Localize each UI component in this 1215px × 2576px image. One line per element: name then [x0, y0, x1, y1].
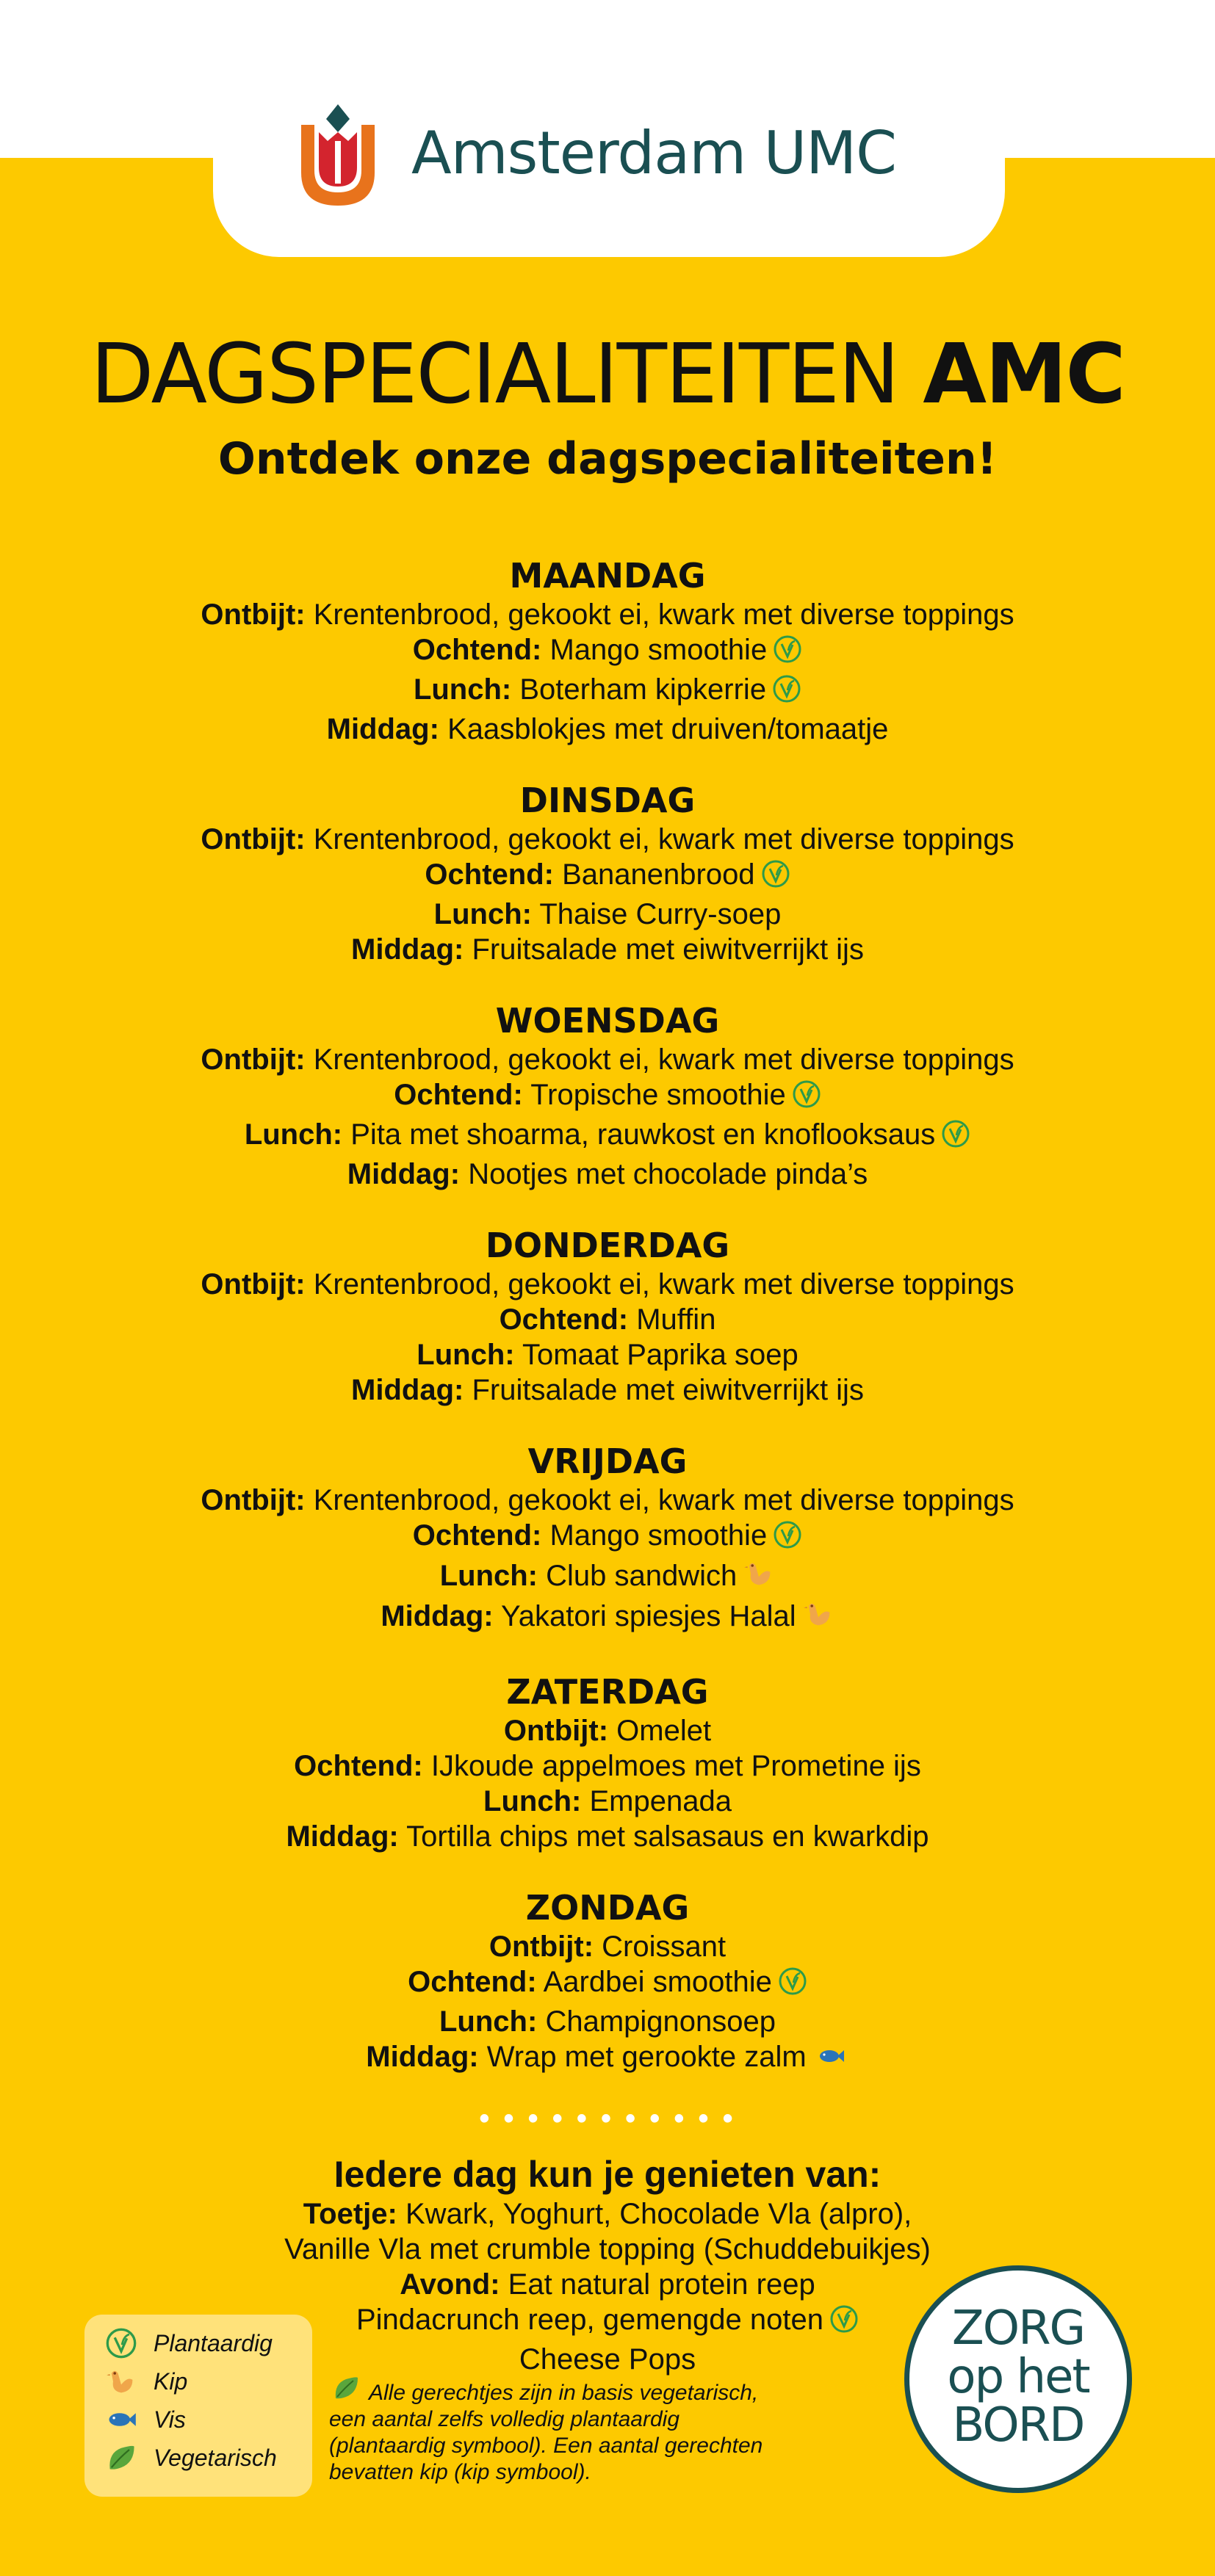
toetje-line: Toetje: Kwark, Yoghurt, Chocolade Vla (alpro), — [303, 2198, 912, 2230]
day-heading: ZONDAG — [525, 1888, 690, 1928]
plant-icon — [778, 1967, 807, 2004]
meal-text: Pita met shoarma, rauwkost en knoflooksaus — [350, 1118, 936, 1151]
meal-text: Omelet — [616, 1715, 712, 1747]
meal-text: Yakatori spiesjes Halal — [501, 1600, 796, 1632]
days-container — [0, 554, 1215, 2079]
leaf-icon — [329, 2373, 363, 2403]
legend-label: Vis — [154, 2406, 186, 2433]
meal-text: Krentenbrood, gekookt ei, kwark met diverse toppings — [313, 1268, 1014, 1300]
meal-label: Lunch: — [433, 898, 532, 930]
meal-text: Champignonsoep — [545, 2005, 776, 2038]
meal-line — [0, 1964, 1215, 2004]
meal-label: Lunch: — [439, 2005, 538, 2038]
meal-text: Kaasblokjes met druiven/tomaatje — [447, 713, 889, 745]
meal-label: Middag: — [347, 1158, 461, 1190]
day-heading: DINSDAG — [519, 781, 696, 820]
meal-label: Ontbijt: — [201, 1268, 306, 1300]
meal-text: Fruitsalade met eiwitverrijkt ijs — [472, 933, 864, 966]
meal-text: Krentenbrood, gekookt ei, kwark met diverse toppings — [313, 1043, 1014, 1076]
meal-line — [0, 1267, 1215, 1302]
meal-text: Boterham kipkerrie — [519, 673, 767, 706]
day-zaterdag — [0, 1671, 1215, 1854]
meal-line — [0, 597, 1215, 632]
meal-text: Tomaat Paprika soep — [522, 1339, 798, 1371]
note-line-1: Alle gerechtjes zijn in basis vegetarisch, — [329, 2373, 843, 2406]
day-heading: MAANDAG — [509, 556, 706, 596]
meal-text: Club sandwich — [546, 1560, 738, 1592]
meal-line — [0, 932, 1215, 967]
meal-label: Lunch: — [483, 1785, 582, 1817]
meal-label: Lunch: — [417, 1339, 515, 1371]
meal-label: Ontbijt: — [201, 823, 306, 855]
badge-line-1: ZORG — [951, 2301, 1085, 2356]
day-dinsdag — [0, 779, 1215, 967]
note-line-3: (plantaardig symbool). Een aantal gerechten — [329, 2434, 763, 2458]
meal-line — [0, 1598, 1215, 1638]
day-vrijdag — [0, 1440, 1215, 1638]
chicken-icon — [802, 1598, 834, 1638]
plant-icon — [105, 2327, 137, 2359]
day-woensdag — [0, 999, 1215, 1192]
menu-list — [0, 554, 1215, 2377]
legend-item-chicken — [105, 2363, 187, 2400]
meal-text: Nootjes met chocolade pinda’s — [468, 1158, 868, 1190]
note-line-2: een aantal zelfs volledig plantaardig — [329, 2407, 679, 2431]
meal-line — [0, 1077, 1215, 1117]
meal-label: Middag: — [351, 1374, 464, 1406]
leaf-icon — [105, 2442, 137, 2474]
meal-text: Thaise Curry-soep — [539, 898, 782, 930]
meal-text: Krentenbrood, gekookt ei, kwark met diverse toppings — [313, 598, 1014, 631]
toetje-line-2: Vanille Vla met crumble topping (Schuddebuikjes) — [284, 2233, 931, 2265]
plant-icon — [792, 1079, 821, 1117]
meal-label: Ontbijt: — [201, 1484, 306, 1516]
meal-line — [0, 822, 1215, 857]
meal-label: Ontbijt: — [488, 1931, 594, 1963]
meal-text: Tropische smoothie — [530, 1079, 786, 1111]
day-heading: WOENSDAG — [495, 1001, 720, 1041]
meal-line — [0, 1117, 1215, 1157]
meal-label: Middag: — [381, 1600, 494, 1632]
zorg-op-het-bord-badge — [904, 2265, 1132, 2493]
meal-text: Muffin — [636, 1303, 716, 1336]
meal-line — [0, 857, 1215, 897]
meal-text: Fruitsalade met eiwitverrijkt ijs — [472, 1374, 864, 1406]
day-heading: VRIJDAG — [527, 1441, 688, 1481]
meal-line — [0, 1372, 1215, 1408]
meal-text: Mango smoothie — [549, 1519, 768, 1552]
chicken-icon — [743, 1557, 775, 1598]
snack-line: Pindacrunch reep, gemengde noten — [0, 2302, 1215, 2342]
day-zondag — [0, 1886, 1215, 2079]
every-day-heading: Iedere dag kun je genieten van: — [334, 2154, 881, 2195]
meal-line — [0, 1819, 1215, 1854]
plant-icon — [761, 859, 790, 897]
meal-line — [0, 1337, 1215, 1372]
plant-icon — [773, 1520, 802, 1557]
badge-line-2: op het — [947, 2350, 1089, 2404]
meal-label: Ochtend: — [499, 1303, 629, 1336]
cheese-pops-line: Cheese Pops — [519, 2343, 696, 2376]
meal-label: Middag: — [351, 933, 464, 966]
meal-text: Croissant — [602, 1931, 727, 1963]
plant-icon — [829, 2304, 859, 2342]
legend-label: Vegetarisch — [154, 2444, 277, 2471]
meal-label: Ochtend: — [425, 858, 554, 891]
meal-line — [0, 1557, 1215, 1598]
meal-line — [0, 632, 1215, 672]
legend-item-plant — [105, 2325, 273, 2362]
meal-line — [0, 1483, 1215, 1518]
day-maandag — [0, 554, 1215, 747]
divider-dots: • • • • • • • • • • • — [479, 2102, 736, 2135]
day-heading: ZATERDAG — [506, 1672, 709, 1712]
avond-line: Avond: Eat natural protein reep — [400, 2268, 815, 2301]
meal-line — [0, 712, 1215, 747]
meal-text: Aardbei smoothie — [543, 1966, 772, 1998]
plant-icon — [941, 1119, 970, 1157]
meal-label: Ochtend: — [408, 1966, 537, 1998]
note-line-4: bevatten kip (kip symbool). — [329, 2460, 591, 2484]
meal-text: Mango smoothie — [549, 634, 768, 666]
day-donderdag — [0, 1224, 1215, 1408]
meal-label: Ontbijt: — [201, 1043, 306, 1076]
meal-text: Empenada — [589, 1785, 732, 1817]
meal-line — [0, 1157, 1215, 1192]
meal-label: Middag: — [366, 2041, 479, 2073]
plant-icon — [772, 674, 801, 712]
meal-line — [0, 1929, 1215, 1964]
meal-line — [0, 1518, 1215, 1557]
meal-label: Ochtend: — [412, 634, 542, 666]
brand-name: Amsterdam UMC — [411, 119, 897, 187]
meal-label: Lunch: — [413, 673, 512, 706]
page-subtitle: Ontdek onze dagspecialiteiten! — [217, 433, 998, 485]
legend-item-vegetarian — [105, 2439, 277, 2476]
meal-text: Tortilla chips met salsasaus en kwarkdip — [406, 1820, 929, 1853]
meal-label: Middag: — [326, 713, 439, 745]
meal-line — [0, 897, 1215, 932]
tulip-logo-icon — [294, 103, 382, 209]
meal-line — [0, 1748, 1215, 1784]
meal-line — [0, 2004, 1215, 2039]
meal-label: Ochtend: — [394, 1079, 523, 1111]
meal-label: Lunch: — [244, 1118, 343, 1151]
meal-label: Middag: — [286, 1820, 399, 1853]
meal-text: Bananenbrood — [562, 858, 755, 891]
legend-note — [329, 2373, 843, 2486]
meal-line — [0, 2039, 1215, 2079]
meal-line — [0, 672, 1215, 712]
badge-line-3: BORD — [952, 2398, 1084, 2453]
fish-icon — [812, 2041, 849, 2079]
meal-text: Wrap met gerookte zalm — [486, 2041, 807, 2073]
meal-line — [0, 1302, 1215, 1337]
legend-box — [84, 2315, 312, 2497]
meal-line — [0, 1042, 1215, 1077]
meal-label: Ontbijt: — [503, 1715, 609, 1747]
legend-item-fish — [105, 2401, 186, 2438]
meal-text: IJkoude appelmoes met Prometine ijs — [430, 1750, 921, 1782]
meal-label: Ontbijt: — [201, 598, 306, 631]
legend-label: Plantaardig — [154, 2329, 273, 2356]
meal-text: Krentenbrood, gekookt ei, kwark met diverse toppings — [313, 823, 1014, 855]
chicken-icon — [105, 2365, 137, 2398]
page-title: DAGSPECIALITEITEN AMC — [90, 327, 1125, 422]
meal-label: Lunch: — [439, 1560, 538, 1592]
meal-label: Ochtend: — [294, 1750, 423, 1782]
meal-label: Ochtend: — [412, 1519, 542, 1552]
fish-icon — [105, 2403, 137, 2436]
meal-text: Krentenbrood, gekookt ei, kwark met diverse toppings — [313, 1484, 1014, 1516]
legend-label: Kip — [154, 2367, 188, 2395]
meal-line — [0, 1713, 1215, 1748]
day-heading: DONDERDAG — [485, 1226, 730, 1265]
meal-line — [0, 1784, 1215, 1819]
plant-icon — [773, 634, 802, 672]
